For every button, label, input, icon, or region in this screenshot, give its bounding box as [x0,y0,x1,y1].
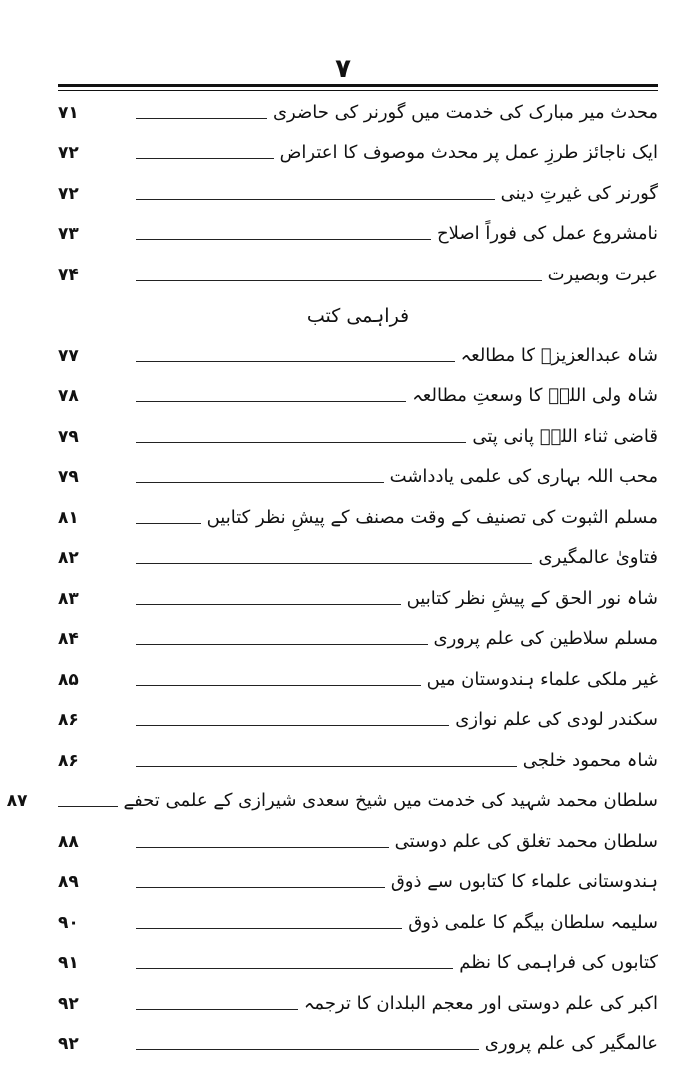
toc-entry-page: ۷۷ [58,345,79,366]
toc-entry-page: ۷۹ [58,467,79,487]
toc-entry-page: ۸۸ [58,831,79,852]
leader-line [136,644,428,645]
toc-entry-page: ۷۱ [58,102,79,123]
leader-line [136,563,532,564]
toc-entry [6,781,658,822]
toc-entry [58,902,658,943]
leader-line [136,361,455,362]
toc-entry [58,538,658,579]
toc-entry [58,740,658,781]
toc-entry [58,92,658,133]
toc-entry [58,497,658,538]
leader-line [136,725,449,726]
toc-entry-page: ۸۷ [6,791,28,811]
toc-entry-page: ۸۶ [58,750,79,771]
toc-entry [58,416,658,457]
toc-entry [58,700,658,741]
leader-line [136,158,274,159]
toc-entry-title: ایک ناجائز طرزِ عمل پر محدث موصوف کا اعتراض [279,142,658,163]
leader-line [136,1009,298,1010]
toc-entry-title: سکندر لودی کی علم نوازی [455,709,658,730]
leader-line [136,1049,479,1050]
header-rule-thick [58,84,658,87]
toc-entry-title: محدث میر مبارک کی خدمت میں گورنر کی حاضری [272,101,658,123]
leader-line [136,928,402,929]
toc-entry-title: فتاویٰ عالمگیری [538,547,658,568]
toc-entry [58,376,658,417]
leader-line [136,239,431,240]
leader-line [136,523,201,524]
toc-entry [58,983,658,1024]
toc-entry [58,862,658,903]
toc-entry-page: ۹۲ [58,1034,79,1054]
toc-entry-page: ۷۲ [58,183,79,204]
toc-entry-title: سلطان محمد تغلق کی علم دوستی [394,830,658,852]
leader-line [136,118,267,119]
toc-entry-title: کتابوں کی فراہمی کا نظم [459,952,658,973]
toc-entry-page: ۷۹ [58,426,79,447]
page-number: ۷ [335,54,351,84]
toc-entry-page: ۸۱ [58,507,79,528]
leader-line [136,482,384,483]
toc-entry-title: عبرت وبصیرت [547,263,658,285]
toc-entry-title: محب اللہ بہاری کی علمی یادداشت [389,466,658,487]
toc-entry-page: ۸۶ [58,710,79,730]
toc-entry [58,214,658,255]
toc-entry-title: اکبر کی علم دوستی اور معجم البلدان کا ترجمہ [303,992,658,1014]
toc-entry-title: عالمگیر کی علم پروری [484,1033,658,1054]
toc-entry-title: شاہ عبدالعزیزؒ کا مطالعہ [460,344,658,366]
toc-entry-page: ۷۴ [58,264,79,285]
toc-entry-title: سلیمہ سلطان بیگم کا علمی ذوق [408,911,658,933]
toc-entry-title: ہندوستانی علماء کا کتابوں سے ذوق [390,871,658,892]
toc-entry-page: ۸۲ [58,548,79,568]
toc-entry-page: ۸۹ [58,872,79,892]
toc-entry [58,335,658,376]
toc-entry-title: مسلم الثبوت کی تصنیف کے وقت مصنف کے پیشِ نظر کتابیں [206,506,658,528]
toc-entry-page: ۹۲ [58,993,79,1014]
leader-line [136,604,401,605]
toc-entry-title: گورنر کی غیرتِ دینی [500,182,658,204]
toc-entry-page: ۷۳ [58,224,79,244]
leader-line [136,847,389,848]
toc-entry-title: غیر ملکی علماء ہندوستان میں [426,668,658,690]
toc-entry [58,578,658,619]
toc-entry [58,173,658,214]
leader-line [136,280,542,281]
toc-entry-page: ۸۳ [58,588,79,609]
table-of-contents [6,92,658,1064]
toc-entry-title: شاہ ولی اللہؒ کا وسعتِ مطالعہ [412,385,658,406]
toc-entry [58,821,658,862]
toc-entry-title: سلطان محمد شہید کی خدمت میں شیخ سعدی شیرازی کے علمی تحفے [123,790,658,811]
leader-line [58,806,118,807]
toc-entry-page: ۸۴ [58,629,79,649]
toc-entry [58,659,658,700]
toc-entry [58,1024,658,1065]
leader-line [136,199,495,200]
toc-entry [58,619,658,660]
section-heading: فراہمی کتب [306,304,410,327]
toc-entry-title: مسلم سلاطین کی علم پروری [433,628,658,649]
toc-entry-page: ۸۵ [58,669,79,690]
toc-entry-title: شاہ نور الحق کے پیشِ نظر کتابیں [406,587,658,609]
toc-entry-page: ۹۰ [58,912,79,933]
toc-entry [58,133,658,174]
toc-entry-page: ۹۱ [58,953,79,973]
toc-entry-title: قاضی ثناء اللہؒ پانی پتی [472,425,658,447]
toc-entry [58,457,658,498]
toc-entry [58,254,658,295]
leader-line [136,442,466,443]
leader-line [136,401,406,402]
leader-line [136,766,517,767]
toc-entry-title: نامشروع عمل کی فوراً اصلاح [436,223,658,244]
leader-line [136,968,453,969]
toc-entry-page: ۷۲ [58,143,79,163]
toc-entry-page: ۷۸ [58,386,79,406]
toc-entry [58,943,658,984]
leader-line [136,685,421,686]
header-rule-thin [58,90,658,91]
leader-line [136,887,385,888]
toc-entry-title: شاہ محمود خلجی [522,749,658,771]
